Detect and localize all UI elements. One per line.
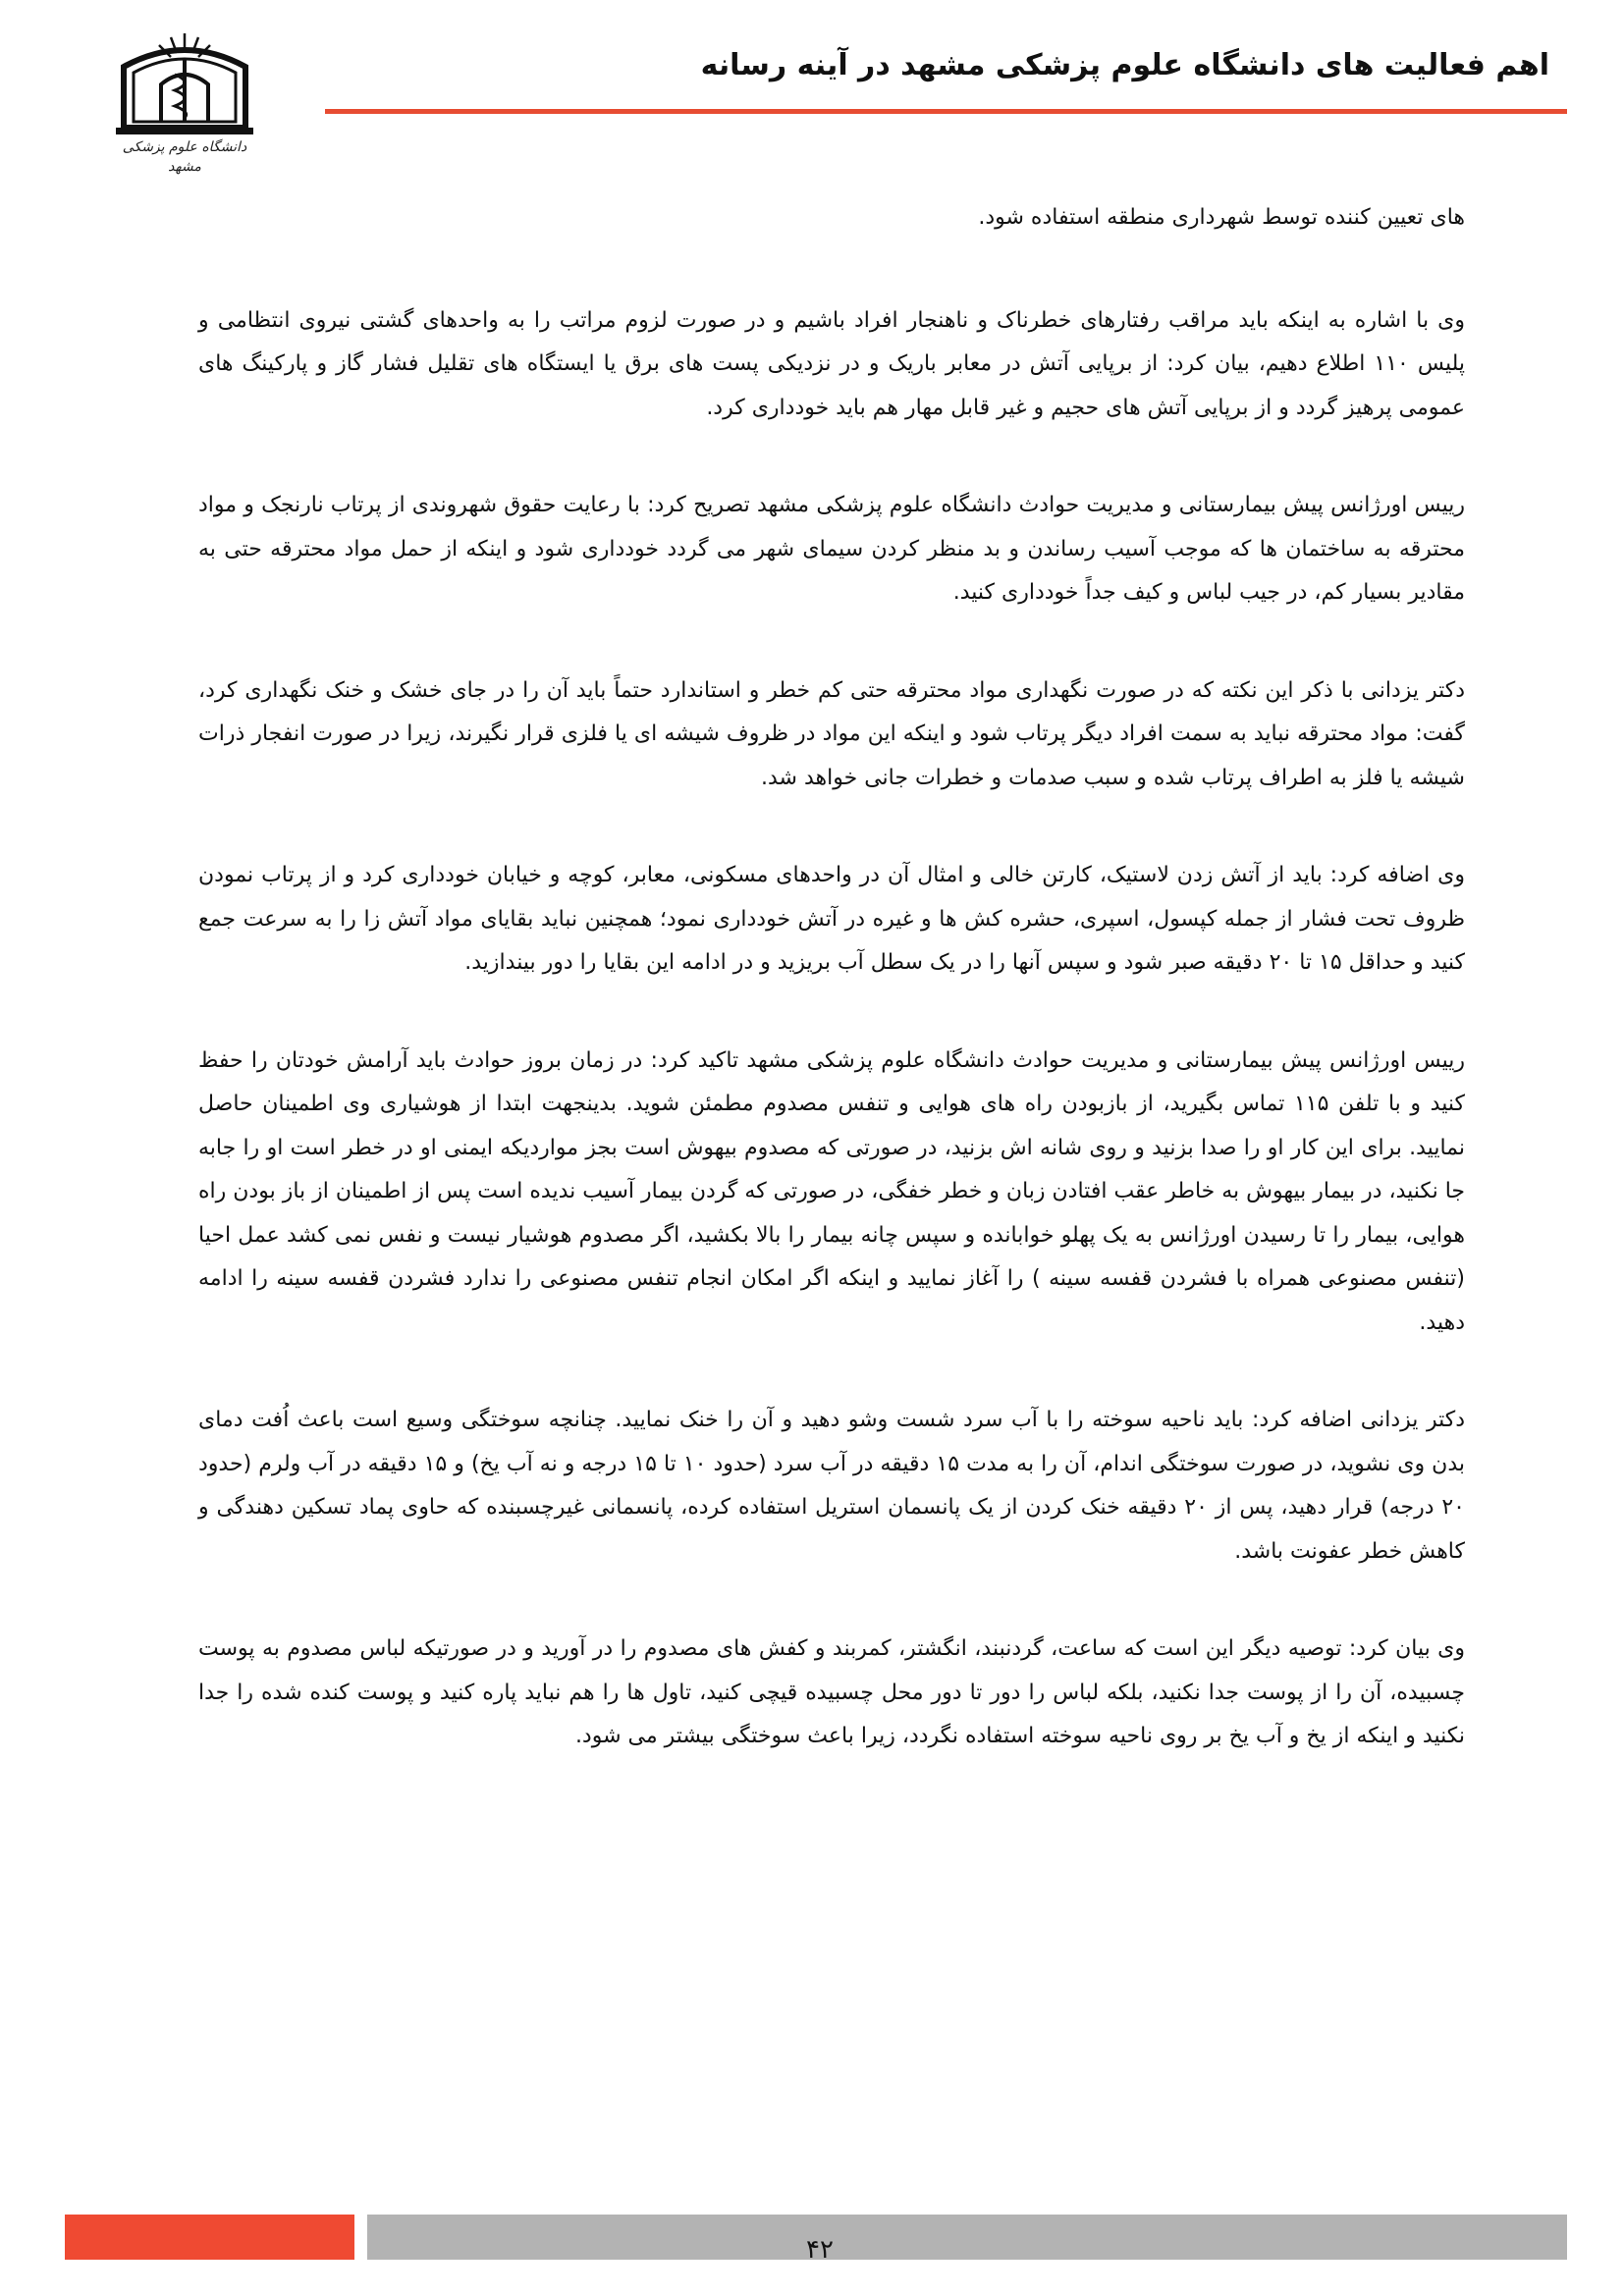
header-divider (325, 109, 1567, 114)
paragraph: رییس اورژانس پیش بیمارستانی و مدیریت حوادث دانشگاه علوم پزشکی مشهد تاکید کرد: در زمان بروز حوادث باید آرامش خودتان را حفظ کنید و با تلفن ۱۱۵ تماس بگیرید، از بازبودن راه های هوایی و تنفس مصدوم مطمئن شوید. بدینجهت ابتدا از هوشیاری وی اطمینان حاصل نمایید. برای این کار او را صدا بزنید و روی شانه اش بزنید، در صورتی که مصدوم بیهوش است بجز مواردیکه ایمنی او در خطر است او را جابه جا نکنید، در بیمار بیهوش به خاطر عقب افتادن زبان و خطر خفگی، در صورتی که گردن بیمار آسیب ندیده است پس از اطمینان از باز بودن راه هوایی، بیمار را تا رسیدن اورژانس به یک پهلو خوابانده و سپس چانه بیمار را بالا بکشید، اگر مصدوم هوشیار نیست و نفس نمی کشد عمل احیا (تنفس مصنوعی همراه با فشردن قفسه سینه ) را آغاز نمایید و اینکه اگر امکان انجام تنفس مصنوعی را ندارد فشردن قفسه سینه را ادامه دهید. (198, 1047, 1465, 1335)
article-body (198, 196, 1465, 1813)
paragraph: دکتر یزدانی اضافه کرد: باید ناحیه سوخته را با آب سرد شست وشو دهید و آن را خنک نمایید. چنانچه سوختگی وسیع است باعث اُفت دمای بدن وی نشوید، در صورت سوختگی اندام، آن را به مدت ۱۵ دقیقه در آب سرد (حدود ۱۰ تا ۱۵ درجه و نه آب یخ) و ۱۵ دقیقه در آب ولرم (حدود ۲۰ درجه) قرار دهید، پس از ۲۰ دقیقه خنک کردن از یک پانسمان استریل استفاده کرده، پانسمانی غیرچسبنده که حاوی پماد تسکین دهندگی و کاهش خطر عفونت باشد. (198, 1408, 1465, 1564)
logo-caption: دانشگاه علوم پزشکی مشهد (122, 139, 247, 175)
footer-bar (367, 2215, 1567, 2260)
paragraph: وی با اشاره به اینکه باید مراقب رفتارهای خطرناک و ناهنجار افراد باشیم و در صورت لزوم مراتب را به واحدهای گشتی نیروی انتظامی و پلیس ۱۱۰ اطلاع دهیم، بیان کرد: از برپایی آتش در معابر باریک و در نزدیکی پست های برق یا ایستگاه های تقلیل فشار گاز و پارکینگ های عمومی پرهیز گردد و از برپایی آتش های حجیم و غیر قابل مهار هم باید خودداری کرد. (198, 307, 1465, 420)
paragraph: دکتر یزدانی با ذکر این نکته که در صورت نگهداری مواد محترقه حتی کم خطر و استاندارد حتماً باید آن را در جای خشک و خنک نگهداری کرد، گفت: مواد محترقه نباید به سمت افراد دیگر پرتاب شود و اینکه این مواد در ظروف شیشه ای یا فلزی قرار نگیرند، زیرا در صورت انفجار ذرات شیشه یا فلز به اطراف پرتاب شده و سبب صدمات و خطرات جانی خواهد شد. (198, 677, 1465, 790)
logo-emblem-icon (110, 26, 259, 138)
footer-accent-bar (65, 2215, 354, 2260)
paragraph: وی بیان کرد: توصیه دیگر این است که ساعت، گردنبند، انگشتر، کمربند و کفش های مصدوم را در آورید و در صورتیکه لباس مصدوم به پوست چسبیده، آن را از پوست جدا نکنید، بلکه لباس را دور تا دور محل چسبیده قیچی کنید، تاول ها را هم نباید پاره کنید و پوست کنده شده را جدا نکنید و اینکه از یخ و آب یخ بر روی ناحیه سوخته استفاده نگردد، زیرا باعث سوختگی بیشتر می شود. (198, 1636, 1465, 1748)
page-number: ۴۲ (806, 2235, 834, 2265)
university-logo (110, 26, 259, 173)
paragraph: های تعیین کننده توسط شهرداری منطقه استفاده شود. (978, 205, 1465, 230)
paragraph: رییس اورژانس پیش بیمارستانی و مدیریت حوادث دانشگاه علوم پزشکی مشهد تصریح کرد: با رعایت حقوق شهروندی از پرتاب نارنجک و مواد محترقه به ساختمان ها که موجب آسیب رساندن و بد منظر کردن سیمای شهر می گردد خودداری شود و اینکه از حمل مواد محترقه حتی به مقادیر بسیار کم، در جیب لباس و کیف جداً خودداری کنید. (198, 493, 1465, 605)
page-title: اهم فعالیت های دانشگاه علوم پزشکی مشهد در آینه رسانه (700, 48, 1549, 82)
paragraph: وی اضافه کرد: باید از آتش زدن لاستیک، کارتن خالی و امثال آن در واحدهای مسکونی، معابر، کوچه و خیابان خودداری کرد و از پرتاب نمودن ظروف تحت فشار از جمله کپسول، اسپری، حشره کش ها و غیره در آتش خودداری نمود؛ همچنین نباید بقایای مواد آتش زا را به سرعت جمع کنید و حداقل ۱۵ تا ۲۰ دقیقه صبر شود و سپس آنها را در یک سطل آب بریزید و در ادامه این بقایا را دور بیندازید. (198, 863, 1465, 975)
